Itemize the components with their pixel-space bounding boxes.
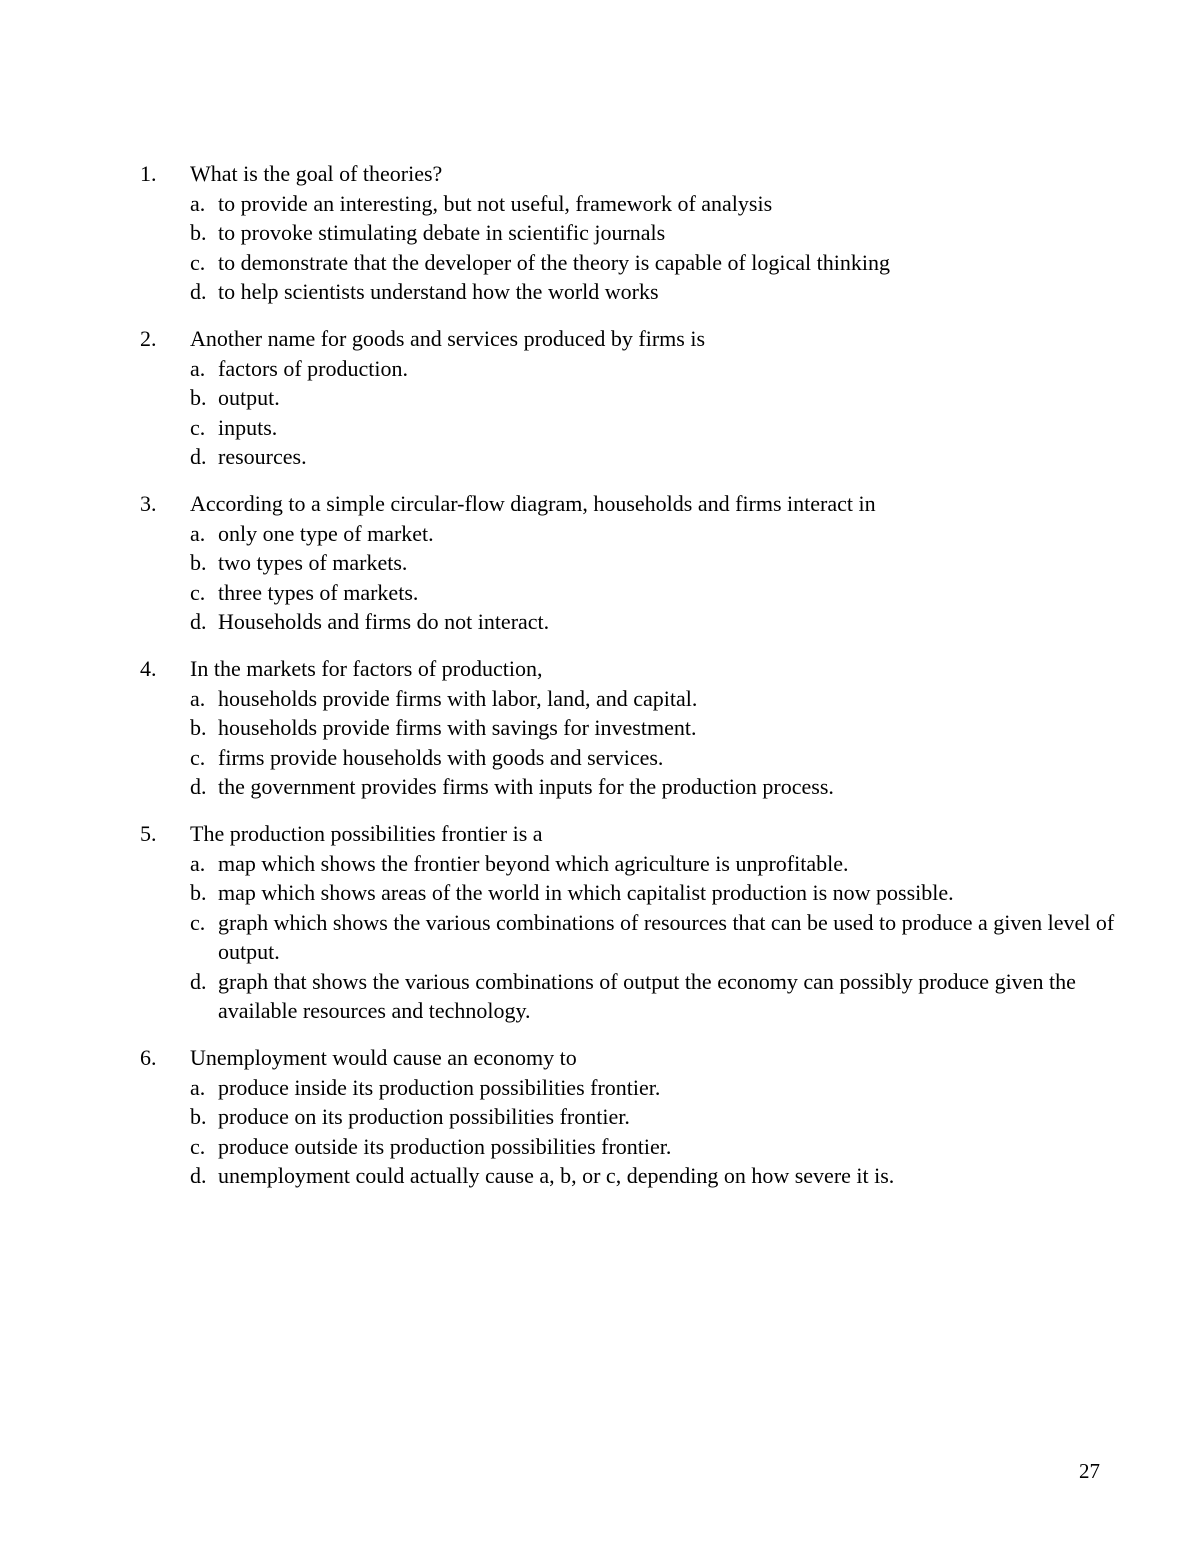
option-letter: d.: [190, 609, 207, 634]
question-text: Unemployment would cause an economy to: [190, 1045, 577, 1070]
option-letter: a.: [190, 1074, 206, 1100]
answer-option: [190, 607, 1120, 637]
option-letter: d.: [190, 279, 207, 304]
answer-option: [190, 849, 1120, 879]
option-letter: d.: [190, 968, 207, 994]
answer-option: [190, 684, 1120, 714]
option-text: to provide an interesting, but not useful, framework of analysis: [218, 190, 773, 216]
option-letter: b.: [190, 220, 207, 245]
question-item: [140, 819, 1120, 1026]
question-number: 3.: [140, 491, 157, 516]
option-letter: b.: [190, 880, 207, 905]
option-text: produce outside its production possibilities frontier.: [218, 1133, 672, 1159]
question-text: According to a simple circular-flow diagram, households and firms interact in: [190, 491, 876, 516]
option-text: produce inside its production possibilities frontier.: [218, 1074, 661, 1100]
option-text: inputs.: [218, 414, 278, 440]
option-letter: d.: [190, 774, 207, 799]
option-letter: c.: [190, 1133, 206, 1159]
answer-option: [190, 218, 1120, 248]
option-text: unemployment could actually cause a, b, or c, depending on how severe it is.: [218, 1163, 895, 1188]
question-list: [140, 159, 1120, 1208]
answer-option: [190, 1132, 1120, 1162]
answer-options: [140, 849, 1120, 1026]
option-letter: b.: [190, 550, 207, 575]
option-text: produce on its production possibilities frontier.: [218, 1104, 630, 1129]
answer-option: [190, 1102, 1120, 1132]
option-letter: c.: [190, 249, 206, 275]
answer-option: [190, 277, 1120, 307]
answer-option: [190, 383, 1120, 413]
question-item: [140, 159, 1120, 307]
option-letter: a.: [190, 190, 206, 216]
question-item: [140, 324, 1120, 472]
option-text: to help scientists understand how the world works: [218, 279, 659, 304]
answer-option: [190, 354, 1120, 384]
question-stem: [140, 489, 1120, 519]
option-text: two types of markets.: [218, 550, 408, 575]
option-letter: c.: [190, 579, 206, 605]
question-stem: [140, 1043, 1120, 1073]
question-text: In the markets for factors of production,: [190, 656, 543, 681]
question-number: 1.: [140, 161, 157, 186]
answer-option: [190, 967, 1120, 1026]
answer-option: [190, 189, 1120, 219]
option-letter: a.: [190, 850, 206, 876]
answer-option: [190, 772, 1120, 802]
option-text: resources.: [218, 444, 307, 469]
question-stem: [140, 324, 1120, 354]
option-letter: c.: [190, 909, 206, 935]
answer-options: [140, 354, 1120, 472]
option-letter: d.: [190, 444, 207, 469]
question-number: 6.: [140, 1045, 157, 1070]
question-number: 2.: [140, 326, 157, 351]
option-text: map which shows areas of the world in which capitalist production is now possible.: [218, 880, 954, 905]
option-text: output.: [218, 385, 280, 410]
answer-option: [190, 578, 1120, 608]
option-letter: a.: [190, 685, 206, 711]
answer-option: [190, 1161, 1120, 1191]
answer-options: [140, 189, 1120, 307]
question-stem: [140, 159, 1120, 189]
option-letter: d.: [190, 1163, 207, 1188]
question-stem: [140, 819, 1120, 849]
option-letter: b.: [190, 715, 207, 740]
question-item: [140, 1043, 1120, 1191]
option-letter: b.: [190, 385, 207, 410]
answer-option: [190, 548, 1120, 578]
option-text: three types of markets.: [218, 579, 419, 605]
answer-options: [140, 684, 1120, 802]
answer-option: [190, 248, 1120, 278]
option-text: Households and firms do not interact.: [218, 609, 550, 634]
question-item: [140, 654, 1120, 802]
option-letter: a.: [190, 355, 206, 381]
question-text: What is the goal of theories?: [190, 161, 443, 186]
option-text: graph that shows the various combinations of output the economy can possibly produce given the available resources and technology.: [218, 968, 1076, 1023]
option-letter: c.: [190, 744, 206, 770]
option-letter: b.: [190, 1104, 207, 1129]
option-text: only one type of market.: [218, 520, 434, 546]
option-text: to provoke stimulating debate in scientific journals: [218, 220, 666, 245]
answer-option: [190, 908, 1120, 967]
answer-option: [190, 713, 1120, 743]
option-text: firms provide households with goods and services.: [218, 744, 664, 770]
answer-option: [190, 519, 1120, 549]
page-number: 27: [1079, 1459, 1100, 1483]
answer-option: [190, 743, 1120, 773]
question-text: Another name for goods and services produced by firms is: [190, 326, 706, 351]
option-letter: a.: [190, 520, 206, 546]
option-text: the government provides firms with inputs for the production process.: [218, 774, 834, 799]
option-text: graph which shows the various combinations of resources that can be used to produce a given level of output.: [218, 909, 1115, 964]
question-stem: [140, 654, 1120, 684]
option-text: map which shows the frontier beyond which agriculture is unprofitable.: [218, 850, 849, 876]
question-item: [140, 489, 1120, 637]
answer-option: [190, 1073, 1120, 1103]
answer-options: [140, 519, 1120, 637]
option-text: to demonstrate that the developer of the theory is capable of logical thinking: [218, 249, 891, 275]
option-text: factors of production.: [218, 355, 408, 381]
answer-option: [190, 413, 1120, 443]
question-number: 4.: [140, 656, 157, 681]
answer-option: [190, 878, 1120, 908]
answer-option: [190, 442, 1120, 472]
answer-options: [140, 1073, 1120, 1191]
option-text: households provide firms with labor, land, and capital.: [218, 685, 698, 711]
option-text: households provide firms with savings for investment.: [218, 715, 697, 740]
question-number: 5.: [140, 821, 157, 846]
option-letter: c.: [190, 414, 206, 440]
question-text: The production possibilities frontier is a: [190, 821, 543, 846]
